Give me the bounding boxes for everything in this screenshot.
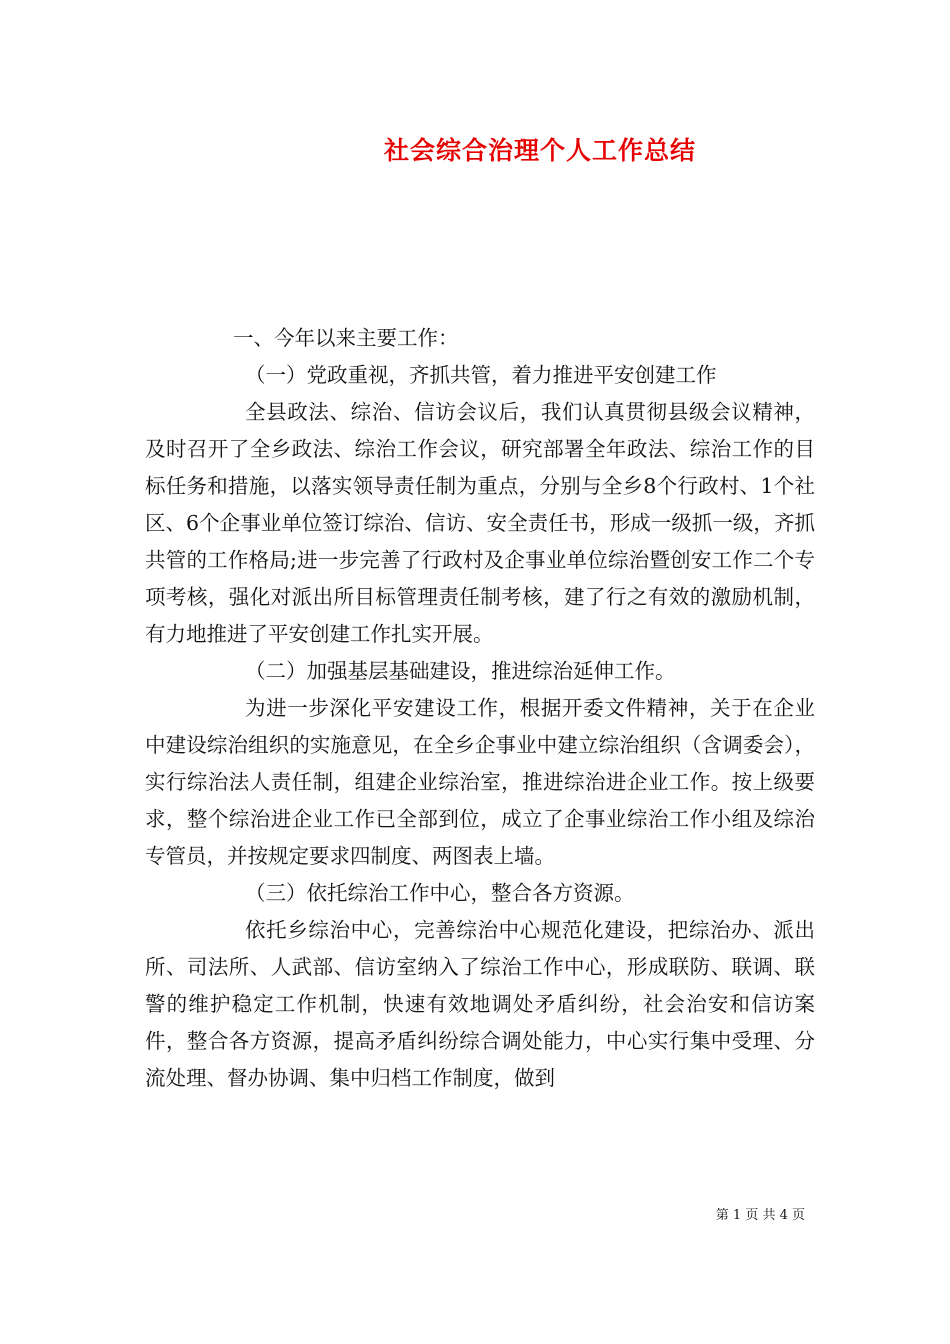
subsection-body-3: 依托乡综治中心，完善综治中心规范化建设，把综治办、派出所、司法所、人武部、信访室纳入了综治工作中心，形成联防、联调、联警的维护稳定工作机制，快速有效地调处矛盾纠纷，社会治安和信访案件，整合各方资源，提高矛盾纠纷综合调处能力，中心实行集中受理、分流处理、督办协调、集中归档工作制度，做到 bbox=[145, 918, 815, 1090]
section-heading: 一、今年以来主要工作： bbox=[233, 326, 459, 350]
document-body bbox=[145, 320, 815, 1097]
subsection-heading-2: （二）加强基层基础建设，推进综治延伸工作。 bbox=[245, 659, 676, 683]
subsection-body-1: 全县政法、综治、信访会议后，我们认真贯彻县级会议精神，及时召开了全乡政法、综治工作会议，研究部署全年政法、综治工作的目标任务和措施，以落实领导责任制为重点，分别与全乡8个行政村、1个社区、6个企事业单位签订综治、信访、安全责任书，形成一级抓一级，齐抓共管的工作格局;进一步完善了行政村及企事业单位综治暨创安工作二个专项考核，强化对派出所目标管理责任制考核，建了行之有效的激励机制，有力地推进了平安创建工作扎实开展。 bbox=[145, 400, 815, 646]
document-title: 社会综合治理个人工作总结 bbox=[383, 136, 696, 165]
subsection-heading-3: （三）依托综治工作中心，整合各方资源。 bbox=[245, 881, 635, 905]
subsection-heading-1: （一）党政重视，齐抓共管，着力推进平安创建工作 bbox=[245, 363, 717, 387]
subsection-body-2: 为进一步深化平安建设工作，根据开委文件精神，关于在企业中建设综治组织的实施意见，在全乡企事业中建立综治组织（含调委会），实行综治法人责任制，组建企业综治室，推进综治进企业工作。按上级要求，整个综治进企业工作已全部到位，成立了企事业综治工作小组及综治专管员，并按规定要求四制度、两图表上墙。 bbox=[145, 696, 815, 868]
page-footer: 第 1 页 共 4 页 bbox=[715, 1208, 805, 1223]
